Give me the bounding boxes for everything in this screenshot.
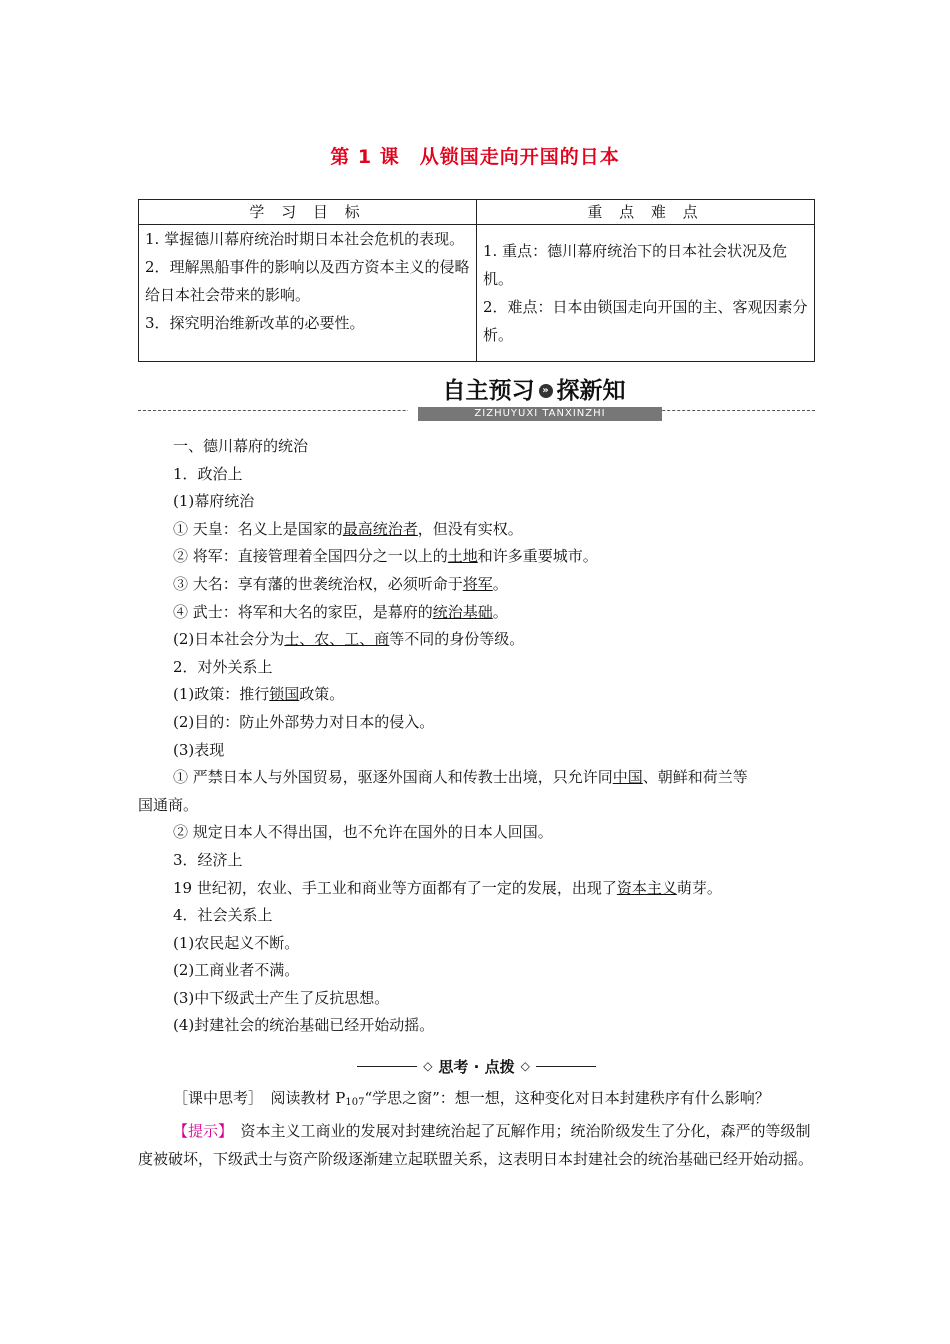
divider-label: 思考 · 点拨	[438, 1057, 515, 1076]
goal-item: 3．探究明治维新改革的必要性。	[145, 314, 365, 332]
paragraph: 19 世纪初，农业、手工业和商业等方面都有了一定的发展，出现了资本主义萌芽。	[173, 878, 722, 897]
goal-item: 1. 掌握德川幕府统治时期日本社会危机的表现。	[145, 230, 465, 248]
paragraph: (1)幕府统治	[173, 492, 255, 511]
paragraph: (2)目的：防止外部势力对日本的侵入。	[173, 712, 435, 731]
subsection-heading: 1．政治上	[173, 464, 243, 483]
diamond-icon: ◇	[520, 1059, 530, 1073]
paragraph: ① 天皇：名义上是国家的最高统治者，但没有实权。	[173, 519, 523, 538]
key-term: 士、农、工、商	[284, 630, 390, 649]
key-term: 最高统治者	[342, 519, 418, 538]
key-points-cell	[477, 225, 815, 362]
banner-title	[418, 376, 650, 406]
paragraph: ② 将军：直接管理着全国四分之一以上的土地和许多重要城市。	[173, 547, 598, 566]
key-term: 统治基础	[432, 602, 493, 621]
paragraph: ④ 武士：将军和大名的家臣，是幕府的统治基础。	[173, 602, 508, 621]
page-title: 第 1 课 从锁国走向开国的日本	[330, 146, 620, 168]
paragraph: (2)工商业者不满。	[173, 961, 300, 980]
banner-title-left: 自主预习	[442, 378, 535, 404]
key-point-item: 1. 重点：德川幕府统治下的日本社会状况及危机。	[483, 242, 788, 288]
key-point-item: 2．难点：日本由锁国走向开国的主、客观因素分析。	[483, 298, 808, 344]
goals-header: 学 习 目 标	[139, 200, 477, 225]
paragraph: (1)政策：推行锁国政策。	[173, 685, 345, 704]
paragraph: (4)封建社会的统治基础已经开始动摇。	[173, 1016, 435, 1035]
discussion	[138, 1084, 815, 1173]
paragraph: (1)农民起义不断。	[173, 933, 300, 952]
key-term: 中国	[612, 768, 643, 787]
hint-label: 【提示】	[173, 1122, 226, 1140]
paragraph: ① 严禁日本人与外国贸易，驱逐外国商人和传教士出境，只允许同中国、朝鲜和荷兰等	[173, 768, 748, 787]
subsection-heading: 3．经济上	[173, 850, 243, 869]
paragraph: (3)表现	[173, 740, 225, 759]
content-body	[138, 433, 815, 1040]
section-banner	[408, 376, 660, 422]
paragraph: (2)日本社会分为士、农、工、商等不同的身份等级。	[173, 630, 525, 649]
banner-title-right: 探新知	[556, 378, 626, 404]
section-heading: 一、德川幕府的统治	[173, 437, 309, 455]
diamond-icon: ◇	[423, 1059, 433, 1073]
banner-subtitle: ZIZHUYUXI TANXINZHI	[418, 407, 662, 421]
goals-table	[138, 199, 815, 362]
key-points-header: 重 点 难 点	[477, 200, 815, 225]
subsection-heading: 2．对外关系上	[173, 657, 273, 676]
key-term: 将军	[462, 574, 493, 593]
divider-line	[536, 1066, 596, 1067]
think-divider	[138, 1054, 815, 1078]
key-term: 锁国	[269, 685, 300, 704]
paragraph: ③ 大名：享有藩的世袭统治权，必须听命于将军。	[173, 574, 508, 593]
key-term: 土地	[447, 547, 478, 566]
paragraph: ② 规定日本人不得出国，也不允许在国外的日本人回国。	[173, 823, 553, 842]
subsection-heading: 4．社会关系上	[173, 906, 273, 925]
banner-arrow-icon: »	[539, 384, 553, 398]
discussion-question: ［课中思考］ 阅读教材 $P_{107}“$学思之窗”：想一想，这种变化对日本封建秩序有什么影响？	[173, 1089, 770, 1108]
goal-item: 2．理解黑船事件的影响以及西方资本主义的侵略给日本社会带来的影响。	[145, 258, 470, 304]
goals-cell	[139, 225, 477, 362]
divider-line	[357, 1066, 417, 1067]
discussion-hint: 【提示】 资本主义工商业的发展对封建统治起了瓦解作用；统治阶级发生了分化，森严的等级制度被破坏，下级武士与资产阶级逐渐建立起联盟关系，这表明日本封建社会的统治基础已经开始动摇。	[138, 1122, 814, 1168]
paragraph-continuation: 国通商。	[138, 795, 199, 814]
paragraph: (3)中下级武士产生了反抗思想。	[173, 988, 390, 1007]
key-term: 资本主义	[616, 878, 677, 897]
